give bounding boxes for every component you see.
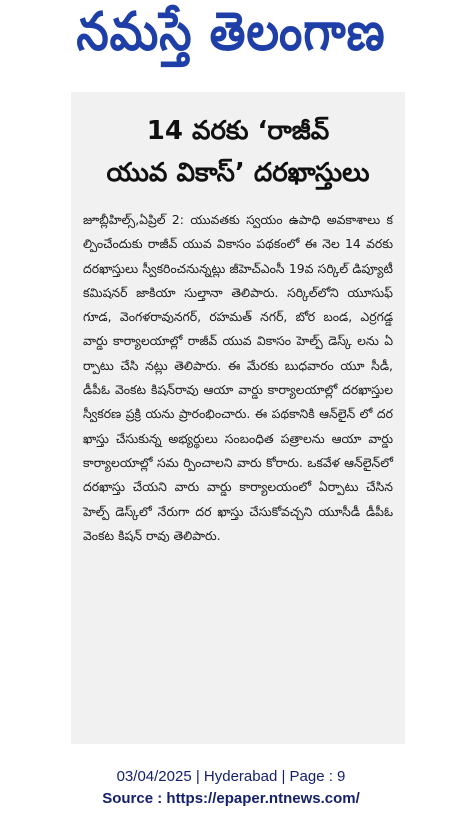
footer-dateline: 03/04/2025 | Hyderabad | Page : 9 [116,768,346,785]
headline-line-2: యువ వికాస్’ దరఖాస్తులు [106,158,370,188]
footer-source: Source : https://epaper.ntnews.com/ [102,790,360,807]
article-clipping [71,92,405,744]
headline-line-1: 14 వరకు ‘రాజీవ్ [146,116,330,146]
article-headline [83,110,393,194]
article-body: జూబ్లీహిల్స్,ఏప్రిల్ 2: యువతకు స్వయం ఉపాధి అవకాశాలు కల్పించేందుకు రాజీవ్ యువ వికాసం పథకంలో ఈ నెల 14 వరకు దరఖాస్తులు స్వీకరించనున్నట్లు జీహెచ్ఎంసీ 19వ సర్కిల్ డిప్యూటీ కమిషనర్ జాకియా సుల్తానా తెలిపారు. సర్కిల్‌లోని యూసుఫ్ గూడ, వెంగళరావునగర్, రహమత్ నగర్, బోర బండ, ఎర్రగడ్డ వార్డు కార్యాలయాల్లో రాజీవ్ యువ వికాసం హెల్ప్ డెస్క్ లను ఏర్పాటు చేసి నట్లు తెలిపారు. ఈ మేరకు బుధవారం యూ సీడీ, డీపీఓ వెంకట కిషన్‌రావు ఆయా వార్డు కార్యాలయాల్లో దరఖాస్తుల స్వీకరణ ప్రక్రి యను ప్రారంభించారు. ఈ పథకానికి ఆన్‌లైన్ లో దరఖాస్తు చేసుకున్న అభ్యర్థులు సంబంధిత పత్రాలను ఆయా వార్డు కార్యాలయాల్లో సమ ర్పించాలని వారు కోరారు. ఒకవేళ ఆన్‌లైన్‌లో దరఖాస్తు చేయని వారు వార్డు కార్యాలయంలో ఏర్పాటు చేసిన హెల్ప్ డెస్క్‌లో నేరుగా దర ఖాస్తు చేసుకోవచ్చని యూసీడీ డీపీఓ వెంకట కిషన్ రావు తెలిపారు. [83,212,393,543]
newspaper-title: నమస్తే తెలంగాణ [76,0,386,63]
masthead [0,0,462,76]
